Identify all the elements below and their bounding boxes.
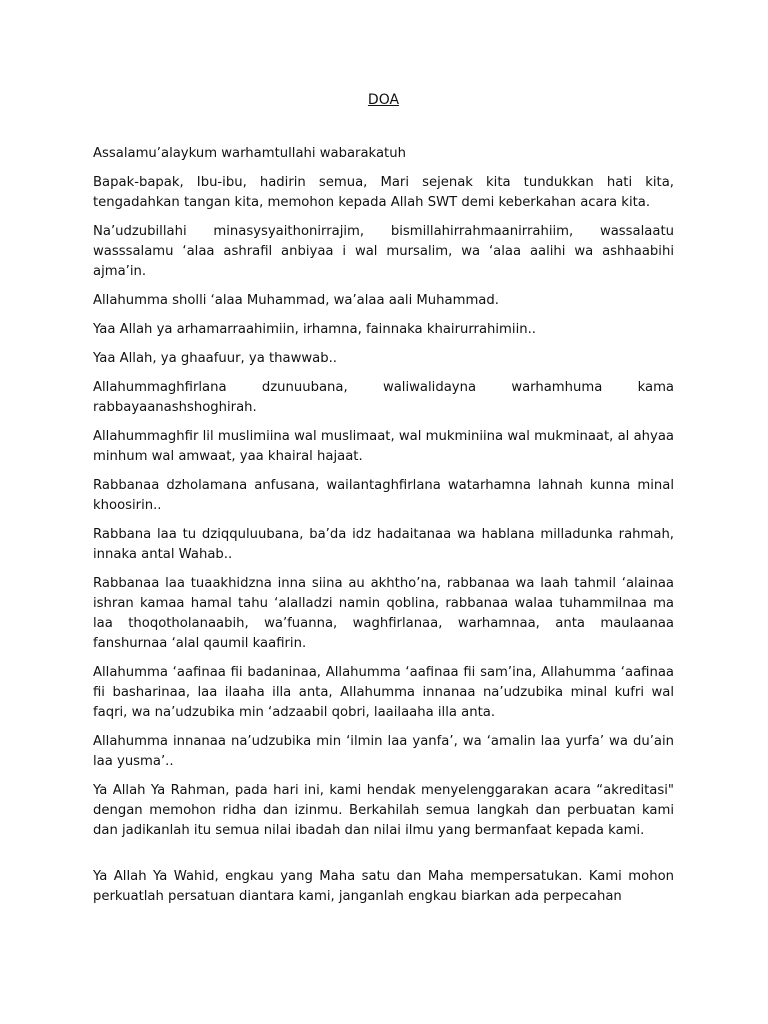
paragraph-dziqquluubana: Rabbana laa tu dziqquluubana, ba’da idz hadaitanaa wa hablana milladunka rahmah, innaka antal Wahab.. — [93, 527, 674, 562]
paragraph-ilmin: Allahumma innanaa na’udzubika min ‘ilmin laa yanfa’, wa ‘amalin laa yurfa’ wa du’ain laa yusma’.. — [93, 734, 674, 769]
paragraph-parents: Allahummaghfirlana dzunuubana, waliwalidayna warhamhuma kama rabbayaanashshoghirah. — [93, 380, 674, 415]
paragraph-arhamarraahimiin: Yaa Allah ya arhamarraahimiin, irhamna, fainnaka khairurrahimiin.. — [93, 322, 536, 337]
paragraph-dzholamana: Rabbanaa dzholamana anfusana, wailantaghfirlana watarhamna lahnah kunna minal khoosirin.. — [93, 478, 674, 513]
paragraph-taawudz: Na’udzubillahi minasysyaithonirrajim, bismillahirrahmaanirrahiim, wassalaatu wasssalamu ‘alaa ashrafil anbiyaa i wal mursalim, wa ‘alaa aalihi wa ashhaabihi ajma’in. — [93, 224, 674, 279]
paragraph-akreditasi: Ya Allah Ya Rahman, pada hari ini, kami hendak menyelenggarakan acara “akreditasi" dengan memohon ridha dan izinmu. Berkahilah semua langkah dan perbuatan kami dan jadikanlah itu semua nilai ibadah dan nilai ilmu yang bermanfaat kepada kami. — [93, 783, 674, 838]
paragraph-opening: Bapak-bapak, Ibu-ibu, hadirin semua, Mari sejenak kita tundukkan hati kita, tengadahkan tangan kita, memohon kepada Allah SWT demi keberkahan acara kita. — [93, 175, 674, 210]
paragraph-ghaafuur: Yaa Allah, ya ghaafuur, ya thawwab.. — [93, 351, 337, 366]
paragraph-greeting: Assalamu’alaykum warhamtullahi wabarakatuh — [93, 146, 406, 161]
document-title: DOA — [367, 92, 400, 108]
paragraph-sholawat: Allahumma sholli ‘alaa Muhammad, wa’alaa aali Muhammad. — [93, 293, 499, 308]
paragraph-aafinaa: Allahumma ‘aafinaa fii badaninaa, Allahumma ‘aafinaa fii sam’ina, Allahumma ‘aafinaa fii basharinaa, laa ilaaha illa anta, Allahumma innanaa na’udzubika minal kufri wal faqri, wa na’udzubika min ‘adzaabil qobri, laailaaha illa anta. — [93, 665, 674, 720]
paragraph-tuaakhidzna: Rabbanaa laa tuaakhidzna inna siina au akhtho’na, rabbanaa wa laah tahmil ‘alainaa ishran kamaa hamal tahu ‘alalladzi namin qoblina, rabbanaa walaa tuhammilnaa ma laa thoqotholanaabih, wa’fuanna, waghfirlanaa, warhamnaa, anta maulaanaa fanshurnaa ‘alal qaumil kaafirin. — [93, 576, 674, 651]
paragraph-muslimiina: Allahummaghfir lil muslimiina wal muslimaat, wal mukminiina wal mukminaat, al ahyaa minhum wal amwaat, yaa khairal hajaat. — [93, 429, 674, 464]
paragraph-wahid: Ya Allah Ya Wahid, engkau yang Maha satu dan Maha mempersatukan. Kami mohon perkuatlah persatuan diantara kami, janganlah engkau biarkan ada perpecahan — [93, 869, 674, 904]
